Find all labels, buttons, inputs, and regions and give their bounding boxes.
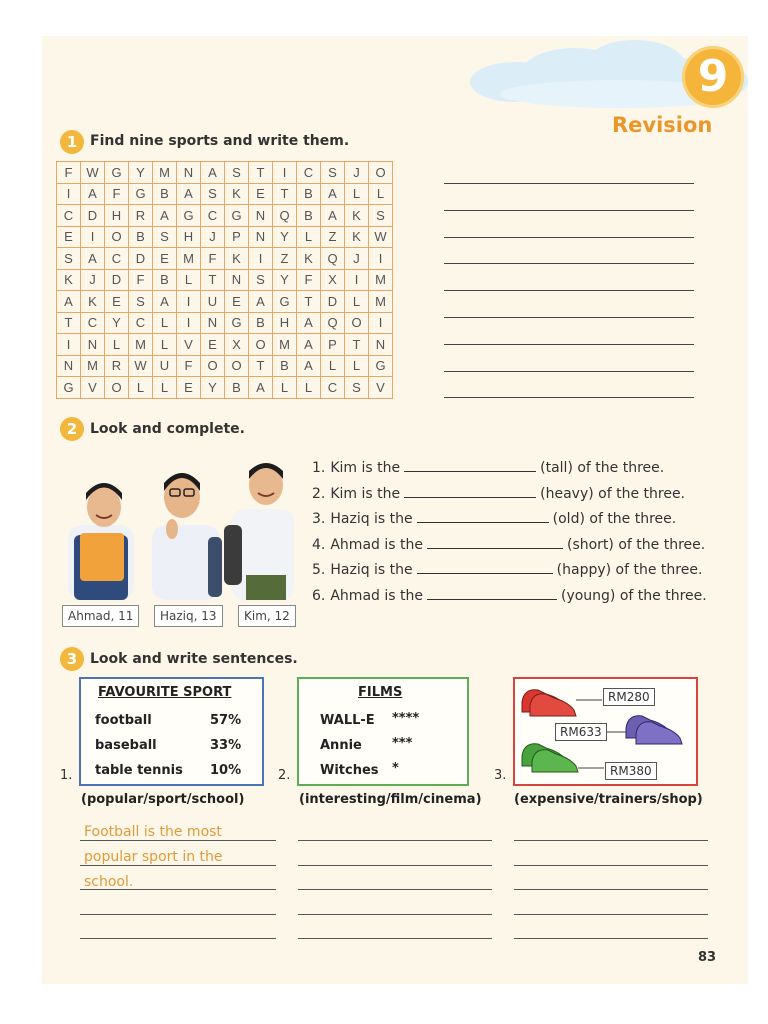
grid-cell[interactable]: C <box>201 205 225 227</box>
exercise-1-instruction: Find nine sports and write them. <box>90 133 350 149</box>
writing-line[interactable] <box>514 889 708 890</box>
grid-cell[interactable]: L <box>153 312 177 334</box>
grid-cell[interactable]: B <box>153 269 177 291</box>
grid-cell[interactable]: S <box>225 162 249 184</box>
answer-line[interactable] <box>444 290 694 291</box>
green-trainers-icon <box>522 744 604 772</box>
grid-cell[interactable]: Y <box>273 269 297 291</box>
sentence-hint: (old) of the three. <box>552 511 677 528</box>
sentence-start: Ahmad is the <box>330 536 423 553</box>
grid-row <box>57 205 393 227</box>
page-title: Revision <box>612 113 713 137</box>
grid-row <box>57 226 393 248</box>
grid-cell[interactable]: G <box>273 291 297 313</box>
example-answer-line: popular sport in the <box>84 849 223 865</box>
grid-cell[interactable]: M <box>369 291 393 313</box>
sentence-line <box>312 507 707 533</box>
grid-cell[interactable]: G <box>129 183 153 205</box>
grid-cell[interactable]: O <box>249 334 273 356</box>
grid-cell[interactable]: B <box>225 377 249 399</box>
grid-cell[interactable]: F <box>129 269 153 291</box>
grid-cell[interactable]: M <box>273 334 297 356</box>
page-number: 83 <box>698 950 717 965</box>
grid-cell[interactable]: N <box>225 269 249 291</box>
grid-cell[interactable]: A <box>249 377 273 399</box>
example-answer-line: school. <box>84 874 134 890</box>
writing-line[interactable] <box>514 914 708 915</box>
grid-cell[interactable]: D <box>129 248 153 270</box>
grid-cell[interactable]: A <box>201 162 225 184</box>
grid-cell[interactable]: F <box>177 355 201 377</box>
grid-cell[interactable]: I <box>177 312 201 334</box>
student-haziq-figure <box>152 473 222 600</box>
grid-cell[interactable]: R <box>105 355 129 377</box>
grid-cell[interactable]: B <box>273 355 297 377</box>
grid-cell[interactable]: L <box>129 377 153 399</box>
answer-line[interactable] <box>444 210 694 211</box>
answer-blank[interactable] <box>404 483 536 498</box>
grid-cell[interactable]: L <box>297 226 321 248</box>
grid-cell[interactable]: E <box>153 248 177 270</box>
writing-line[interactable] <box>298 840 492 841</box>
grid-cell[interactable]: M <box>369 269 393 291</box>
grid-cell[interactable]: S <box>57 248 81 270</box>
price-purple-trainers: RM633 <box>555 723 607 741</box>
grid-cell[interactable]: K <box>345 226 369 248</box>
grid-cell[interactable]: U <box>201 291 225 313</box>
prompt-2: (interesting/film/cinema) <box>299 792 482 807</box>
grid-cell[interactable]: L <box>345 183 369 205</box>
grid-row <box>57 312 393 334</box>
grid-cell[interactable]: F <box>105 183 129 205</box>
grid-cell[interactable]: I <box>57 334 81 356</box>
grid-cell[interactable]: A <box>81 248 105 270</box>
grid-cell[interactable]: S <box>153 226 177 248</box>
grid-cell[interactable]: E <box>201 334 225 356</box>
answer-blank[interactable] <box>427 534 563 549</box>
exercise-1-number: 1 <box>60 130 84 154</box>
grid-cell[interactable]: J <box>201 226 225 248</box>
exercise-2-number: 2 <box>60 417 84 441</box>
sentence-number: 5. <box>312 562 326 579</box>
grid-cell[interactable]: T <box>249 162 273 184</box>
grid-cell[interactable]: P <box>321 334 345 356</box>
grid-cell[interactable]: Y <box>129 162 153 184</box>
grid-cell[interactable]: C <box>297 162 321 184</box>
price-red-trainers: RM280 <box>603 688 655 706</box>
writing-line[interactable] <box>80 840 276 841</box>
sentence-start: Haziq is the <box>330 562 413 579</box>
grid-cell[interactable]: O <box>201 355 225 377</box>
grid-cell[interactable]: N <box>177 162 201 184</box>
answer-blank[interactable] <box>404 457 536 472</box>
grid-cell[interactable]: S <box>345 377 369 399</box>
grid-cell[interactable]: L <box>369 183 393 205</box>
grid-cell[interactable]: K <box>225 183 249 205</box>
grid-cell[interactable]: I <box>177 291 201 313</box>
word-search-grid <box>56 161 393 399</box>
grid-cell[interactable]: A <box>297 312 321 334</box>
grid-cell[interactable]: S <box>201 183 225 205</box>
prompt-1: (popular/sport/school) <box>81 792 245 807</box>
sport-row-value: 33% <box>210 738 242 753</box>
grid-cell[interactable]: A <box>297 334 321 356</box>
sport-row-value: 10% <box>210 763 242 778</box>
grid-cell[interactable]: O <box>225 355 249 377</box>
grid-cell[interactable]: I <box>369 248 393 270</box>
grid-cell[interactable]: C <box>321 377 345 399</box>
grid-cell[interactable]: E <box>249 183 273 205</box>
grid-cell[interactable]: S <box>321 162 345 184</box>
sentence-line <box>312 456 707 482</box>
grid-cell[interactable]: Q <box>321 248 345 270</box>
grid-cell[interactable]: T <box>57 312 81 334</box>
grid-cell[interactable]: Y <box>273 226 297 248</box>
sentence-number: 1. <box>312 460 326 476</box>
exercise-3-instruction: Look and write sentences. <box>90 651 298 667</box>
label-ahmad: Ahmad, 11 <box>62 605 139 627</box>
sentence-hint: (happy) of the three. <box>556 562 703 579</box>
grid-cell[interactable]: L <box>105 334 129 356</box>
grid-cell[interactable]: L <box>321 355 345 377</box>
sentence-hint: (young) of the three. <box>560 587 707 604</box>
grid-cell[interactable]: B <box>153 183 177 205</box>
film-row-rating: **** <box>392 711 420 726</box>
grid-cell[interactable]: E <box>177 377 201 399</box>
grid-cell[interactable]: C <box>105 248 129 270</box>
grid-cell[interactable]: S <box>129 291 153 313</box>
grid-cell[interactable]: K <box>345 205 369 227</box>
unit-number-badge: 9 <box>682 46 744 108</box>
answer-blank[interactable] <box>417 508 549 523</box>
grid-cell[interactable]: A <box>177 183 201 205</box>
grid-cell[interactable]: F <box>57 162 81 184</box>
writing-line[interactable] <box>80 914 276 915</box>
grid-cell[interactable]: S <box>369 205 393 227</box>
grid-cell[interactable]: A <box>153 205 177 227</box>
sentence-start: Haziq is the <box>330 511 413 528</box>
grid-cell[interactable]: L <box>153 377 177 399</box>
grid-cell[interactable]: C <box>129 312 153 334</box>
grid-cell[interactable]: N <box>369 334 393 356</box>
grid-cell[interactable]: X <box>321 269 345 291</box>
grid-cell[interactable]: X <box>225 334 249 356</box>
grid-cell[interactable]: Q <box>273 205 297 227</box>
grid-cell[interactable]: Y <box>201 377 225 399</box>
grid-cell[interactable]: I <box>369 312 393 334</box>
grid-row <box>57 162 393 184</box>
grid-cell[interactable]: H <box>105 205 129 227</box>
grid-cell[interactable]: W <box>81 162 105 184</box>
sentence-hint: (tall) of the three. <box>540 460 665 476</box>
grid-cell[interactable]: C <box>57 205 81 227</box>
writing-line[interactable] <box>80 865 276 866</box>
grid-cell[interactable]: N <box>57 355 81 377</box>
films-title: FILMS <box>358 685 403 700</box>
grid-cell[interactable]: M <box>153 162 177 184</box>
writing-line[interactable] <box>298 914 492 915</box>
grid-cell[interactable]: T <box>297 291 321 313</box>
grid-cell[interactable]: D <box>81 205 105 227</box>
sentence-number: 2. <box>312 485 326 502</box>
film-row-name: WALL-E <box>320 713 375 728</box>
grid-cell[interactable]: B <box>297 205 321 227</box>
label-kim: Kim, 12 <box>238 605 296 627</box>
grid-cell[interactable]: L <box>297 377 321 399</box>
grid-cell[interactable]: W <box>369 226 393 248</box>
student-kim-figure <box>224 463 294 600</box>
grid-cell[interactable]: N <box>81 334 105 356</box>
sentence-number: 6. <box>312 587 326 604</box>
sentence-line <box>312 533 707 559</box>
label-haziq: Haziq, 13 <box>154 605 223 627</box>
three-students-illustration <box>60 455 305 600</box>
grid-cell[interactable]: H <box>273 312 297 334</box>
answer-blank[interactable] <box>417 559 553 574</box>
grid-cell[interactable]: S <box>249 269 273 291</box>
grid-cell[interactable]: G <box>225 205 249 227</box>
grid-cell[interactable]: I <box>57 183 81 205</box>
answer-line[interactable] <box>444 183 694 184</box>
writing-line[interactable] <box>298 889 492 890</box>
grid-cell[interactable]: G <box>177 205 201 227</box>
grid-cell[interactable]: F <box>297 269 321 291</box>
grid-cell[interactable]: K <box>57 269 81 291</box>
grid-row <box>57 355 393 377</box>
grid-cell[interactable]: V <box>81 377 105 399</box>
grid-row <box>57 248 393 270</box>
grid-cell[interactable]: L <box>345 355 369 377</box>
grid-cell[interactable]: B <box>249 312 273 334</box>
box-2-number: 2. <box>278 768 291 783</box>
grid-cell[interactable]: A <box>321 205 345 227</box>
grid-cell[interactable]: C <box>81 312 105 334</box>
grid-cell[interactable]: T <box>249 355 273 377</box>
grid-cell[interactable]: T <box>201 269 225 291</box>
grid-cell[interactable]: M <box>177 248 201 270</box>
answer-line[interactable] <box>444 317 694 318</box>
purple-trainers-icon <box>602 716 682 744</box>
sentence-start: Kim is the <box>330 460 401 476</box>
grid-row <box>57 377 393 399</box>
grid-cell[interactable]: A <box>81 183 105 205</box>
answer-line[interactable] <box>444 371 694 372</box>
price-green-trainers: RM380 <box>605 762 657 780</box>
grid-cell[interactable]: Q <box>321 312 345 334</box>
grid-cell[interactable]: W <box>129 355 153 377</box>
sentence-line <box>312 584 707 610</box>
grid-cell[interactable]: Z <box>273 248 297 270</box>
box-3-number: 3. <box>494 768 507 783</box>
sport-row-name: table tennis <box>95 763 183 778</box>
grid-row <box>57 183 393 205</box>
writing-line[interactable] <box>514 938 708 939</box>
grid-cell[interactable]: J <box>345 162 369 184</box>
sport-row-name: football <box>95 713 152 728</box>
grid-cell[interactable]: N <box>249 205 273 227</box>
grid-cell[interactable]: V <box>369 377 393 399</box>
sentence-line <box>312 558 707 584</box>
red-trainers-icon <box>522 690 602 716</box>
grid-cell[interactable]: E <box>225 291 249 313</box>
writing-line[interactable] <box>298 938 492 939</box>
writing-line[interactable] <box>298 865 492 866</box>
answer-blank[interactable] <box>427 585 557 600</box>
grid-cell[interactable]: H <box>177 226 201 248</box>
grid-cell[interactable]: F <box>201 248 225 270</box>
grid-cell[interactable]: Y <box>105 312 129 334</box>
film-row-rating: * <box>392 761 399 776</box>
grid-cell[interactable]: I <box>273 162 297 184</box>
grid-cell[interactable]: K <box>297 248 321 270</box>
grid-cell[interactable]: A <box>249 291 273 313</box>
answer-line[interactable] <box>444 237 694 238</box>
exercise-2-instruction: Look and complete. <box>90 421 245 437</box>
grid-cell[interactable]: D <box>321 291 345 313</box>
sentence-start: Kim is the <box>330 485 401 502</box>
answer-line[interactable] <box>444 344 694 345</box>
grid-cell[interactable]: A <box>321 183 345 205</box>
example-answer-line: Football is the most <box>84 824 222 840</box>
grid-cell[interactable]: A <box>57 291 81 313</box>
sentence-hint: (short) of the three. <box>566 536 706 553</box>
grid-cell[interactable]: L <box>345 291 369 313</box>
grid-cell[interactable]: A <box>153 291 177 313</box>
grid-cell[interactable]: D <box>105 269 129 291</box>
grid-cell[interactable]: A <box>297 355 321 377</box>
grid-cell[interactable]: T <box>273 183 297 205</box>
writing-line[interactable] <box>514 840 708 841</box>
grid-cell[interactable]: M <box>81 355 105 377</box>
grid-cell[interactable]: J <box>81 269 105 291</box>
grid-cell[interactable]: R <box>129 205 153 227</box>
grid-row <box>57 334 393 356</box>
grid-cell[interactable]: G <box>105 162 129 184</box>
prompt-3: (expensive/trainers/shop) <box>514 792 703 807</box>
writing-line[interactable] <box>80 889 276 890</box>
box-1-number: 1. <box>60 768 73 783</box>
grid-cell[interactable]: O <box>105 377 129 399</box>
writing-line[interactable] <box>80 938 276 939</box>
grid-cell[interactable]: I <box>81 226 105 248</box>
grid-cell[interactable]: B <box>297 183 321 205</box>
grid-cell[interactable]: T <box>345 334 369 356</box>
grid-cell[interactable]: Z <box>321 226 345 248</box>
grid-cell[interactable]: B <box>129 226 153 248</box>
grid-cell[interactable]: U <box>153 355 177 377</box>
grid-cell[interactable]: N <box>201 312 225 334</box>
grid-cell[interactable]: L <box>273 377 297 399</box>
grid-cell[interactable]: V <box>177 334 201 356</box>
grid-cell[interactable]: I <box>249 248 273 270</box>
grid-cell[interactable]: P <box>225 226 249 248</box>
favourite-sport-title: FAVOURITE SPORT <box>98 685 232 700</box>
grid-cell[interactable]: O <box>105 226 129 248</box>
grid-cell[interactable]: I <box>345 269 369 291</box>
sentence-number: 3. <box>312 511 326 528</box>
grid-cell[interactable]: O <box>345 312 369 334</box>
film-row-rating: *** <box>392 736 413 751</box>
sentence-number: 4. <box>312 536 326 553</box>
student-ahmad-figure <box>68 483 134 600</box>
sentence-line <box>312 482 707 508</box>
grid-cell[interactable]: K <box>81 291 105 313</box>
exercise-2-sentences <box>312 456 707 610</box>
writing-line[interactable] <box>514 865 708 866</box>
film-row-name: Annie <box>320 738 362 753</box>
sentence-start: Ahmad is the <box>330 587 423 604</box>
grid-row <box>57 291 393 313</box>
sport-row-value: 57% <box>210 713 242 728</box>
sentence-hint: (heavy) of the three. <box>540 485 686 502</box>
grid-cell[interactable]: K <box>225 248 249 270</box>
grid-cell[interactable]: G <box>57 377 81 399</box>
grid-cell[interactable]: G <box>225 312 249 334</box>
film-row-name: Witches <box>320 763 379 778</box>
grid-cell[interactable]: E <box>57 226 81 248</box>
grid-cell[interactable]: M <box>129 334 153 356</box>
sport-row-name: baseball <box>95 738 157 753</box>
grid-cell[interactable]: G <box>369 355 393 377</box>
grid-cell[interactable]: J <box>345 248 369 270</box>
grid-cell[interactable]: L <box>153 334 177 356</box>
exercise-3-number: 3 <box>60 647 84 671</box>
grid-cell[interactable]: O <box>369 162 393 184</box>
answer-line[interactable] <box>444 397 694 398</box>
grid-row <box>57 269 393 291</box>
grid-cell[interactable]: E <box>105 291 129 313</box>
answer-line[interactable] <box>444 263 694 264</box>
grid-cell[interactable]: L <box>177 269 201 291</box>
grid-cell[interactable]: N <box>249 226 273 248</box>
